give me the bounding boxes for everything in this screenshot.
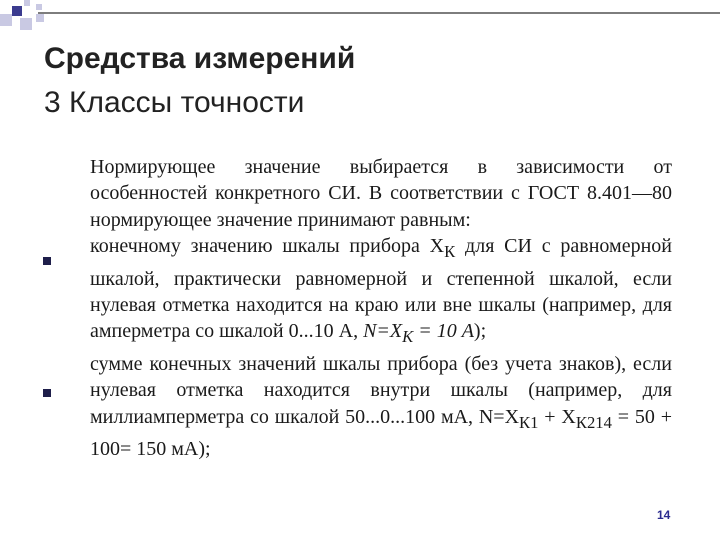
decor-square [36, 4, 42, 10]
slide-title: Средства измерений [44, 42, 356, 75]
decor-square [24, 0, 30, 6]
intro-paragraph: Нормирующее значение выбирается в зависимости от особенностей конкретного СИ. В соответствии с ГОСТ 8.401—80 нормирующее значение принимают равным: [90, 156, 672, 231]
formula: $N=X_К = 10$ А [363, 320, 474, 347]
list-item: сумме конечных значений шкалы прибора (без учета знаков), если нулевая отметка находится внутри шкалы (например, для миллиамперметра со шкалой 50...0...100 мА, $N=X_{К1} + X_{К214} = 50 + 100= 150$ мА); [90, 352, 672, 461]
bullet-square-icon [43, 257, 51, 265]
decor-square [20, 18, 32, 30]
decor-square [36, 14, 44, 22]
slide-body [90, 154, 672, 462]
decor-square [0, 14, 12, 26]
slide-subtitle: 3 Классы точности [44, 86, 305, 119]
page-number: 14 [657, 508, 671, 522]
top-rule [38, 12, 720, 14]
bullet-square-icon [43, 389, 51, 397]
decor-square [12, 6, 22, 16]
list-item: конечному значению шкалы прибора $X_К$ для СИ с равномерной шкалой, практически равномерной и степенной шкалой, если нулевая отметка находится на краю или вне шкалы (например, для амперметра со шкалой 0...10 А, $N=X_К = 10$ А); [90, 235, 672, 347]
